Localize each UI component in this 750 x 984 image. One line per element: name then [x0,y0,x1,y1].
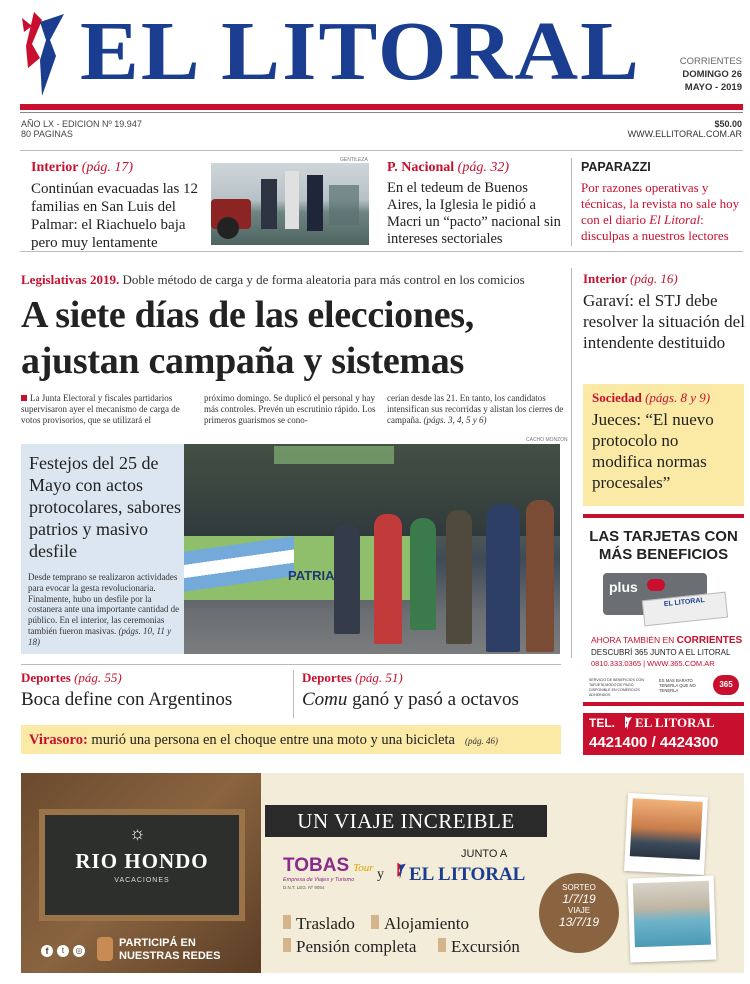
festejos-body [28,572,180,648]
card-ad-title-2: MÁS BENEFICIOS [598,546,729,563]
participa-line-1: PARTICIPÁ EN [119,937,196,949]
edition-number: AÑO LX - EDICION Nº 19.947 [21,119,142,129]
junto-a-label: JUNTO A [461,848,508,860]
teaser-nacional-section: P. Nacional [387,160,455,175]
virasoro-bar[interactable] [21,725,561,754]
sidebar-sociedad-page: (págs. 8 y 9) [645,390,711,405]
teaser-paparazzi[interactable] [581,160,743,244]
virasoro-kicker: Virasoro: [29,732,88,748]
y-label: y [377,867,384,882]
tobas-logo [283,855,383,890]
edition-pages: 80 PAGINAS [21,129,73,139]
teaser-paparazzi-text-a: Por razones operativas y técnicas, la revista no sale hoy con el diario [581,180,740,227]
card-ad-line-2: DESCUBRÍ 365 JUNTO A EL LITORAL [591,648,731,657]
sidebar-divider [571,268,572,658]
website-link[interactable]: WWW.ELLITORAL.COM.AR [627,129,742,139]
masthead-day: DOMINGO 26 [682,69,742,80]
lead-headline-line-2: ajustan campaña y sistemas [21,340,464,382]
deportes-comu-page: (pág. 51) [355,670,403,685]
deportes-boca-section: Deportes [21,670,71,685]
facebook-icon[interactable]: f [41,945,53,957]
sidebar-sociedad-text: Jueces: “El nuevo protocolo no modifica normas procesales” [592,410,714,492]
tel-ad-brand: EL LITORAL [635,715,715,730]
polaroid-bridge [624,793,708,875]
litoral-bird-icon [395,861,407,881]
tobas-tour: Tour [353,862,374,874]
card-ad-phone: 0810.333.0365 | WWW.365.COM.AR [591,659,715,668]
twitter-icon[interactable]: t [57,945,69,957]
sidebar-interior-text: Garaví: el STJ debe resolver la situación del intendente destituido [583,291,745,352]
parade-banner-text: PATRIA [288,568,335,583]
lead-headline-line-1: A siete días de las elecciones, [21,294,474,336]
rio-hondo-vacaciones: VACACIONES [114,877,170,884]
festejos-pages: (págs. 10, 11 y 18) [28,625,172,647]
polaroid-pool [628,876,717,963]
item-alojamiento [371,914,469,934]
masthead-city: CORRIENTES [679,56,742,67]
card-ad-fine-1: SERVICIO DE BENEFICIOS CON TARJETA MODO DE PAGO DISPONIBLE EN COMERCIOS ADHERIDOS [589,678,644,697]
card-365-badge-icon [647,579,665,591]
participa-line-2: NUESTRAS REDES [119,950,221,962]
tobas-name: TOBAS [283,855,350,876]
teaser-nacional-page: (pág. 32) [457,160,509,175]
instagram-icon[interactable]: ◎ [73,945,85,957]
card-ad-fine-2: ES MÁS BARATO TENERLA QUE NO TENERLA [659,678,696,694]
festejos-body-text: Desde temprano se realizaron actividades para evocar la gesta revolucionaria. Finalmente, hubo un desfile por la costanera ante una importante cantidad de público. En el interior, las ceremonias también fueron masivas. [28,572,180,636]
lead-kicker-text: Doble método de carga y de forma aleatoria para más control en los comicios [122,272,525,287]
masthead-thin-rule [20,112,743,113]
sun-icon: ☼ [129,823,146,843]
card-ad-line-1 [591,635,742,646]
item-excursion-text: Excursión [451,937,520,956]
card-ad-line-1-text: AHORA TAMBIÉN EN [591,635,677,645]
bottom-ad[interactable] [21,773,744,973]
virasoro-text: murió una persona en el choque entre una moto y una bicicleta [87,732,455,748]
item-alojamiento-text: Alojamiento [384,914,469,933]
sidebar-sociedad[interactable] [583,384,744,506]
deportes-comu-section: Deportes [302,670,352,685]
lead-kicker-label: Legislativas 2019. [21,272,120,287]
lead-col-2: próximo domingo. Se duplicó el personal y hay más controles. Prevén un escrutinio rápido. Los primeros guarismos se cono- [204,393,376,425]
viaje-banner: UN VIAJE INCREIBLE [265,805,547,837]
sidebar-interior-section: Interior [583,271,627,286]
parade-photo-credit: CACHO MONZON [526,437,568,443]
masthead-date: MAYO - 2019 [684,82,742,93]
lead-kicker [21,272,571,288]
plus-card-label: plus [609,579,638,595]
masthead-red-rule [20,104,743,110]
teaser-interior-text: Continúan evacuadas las 12 familias en San Luis del Palmar: el Riachuelo baja pero muy lentamente [31,181,199,251]
flood-photo-credit: GENTILEZA [340,157,368,163]
rio-hondo-title: RIO HONDO [75,849,209,873]
card-ad[interactable] [583,514,744,706]
sorteo-date: 1/7/19 [562,892,596,906]
item-pension [283,937,416,957]
item-traslado [283,914,355,934]
sidebar-interior-page: (pág. 16) [630,271,678,286]
virasoro-page: (pág. 46) [465,736,498,746]
divider-paparazzi [571,158,572,246]
parade-photo [184,444,560,654]
teaser-interior-section: Interior [31,160,79,175]
tobas-legal: D.N.T. LEG. Nº 9054 [283,885,325,890]
teaser-paparazzi-text-b: : disculpas a nuestros lectores [581,212,729,243]
bird-logo-icon [20,10,72,98]
deportes-boca-page: (pág. 55) [74,670,122,685]
sorteo-label: SORTEO [562,883,596,892]
lead-col-1 [21,393,193,426]
lead-col-1-text: La Junta Electoral y fiscales partidarios supervisaron ayer el mecanismo de carga de votos provisorios, que se utilizará el [21,393,180,425]
item-excursion [438,937,520,957]
teaser-paparazzi-section: PAPARAZZI [581,160,651,174]
teaser-nacional[interactable] [387,160,565,248]
item-traslado-text: Traslado [296,914,355,933]
card-ad-line-1-city: CORRIENTES [676,635,743,646]
tel-ad-label: TEL. [589,716,615,730]
lead-headline[interactable] [21,292,571,384]
teaser-interior-page: (pág. 17) [81,160,134,175]
festejos-headline: Festejos del 25 de Mayo con actos protocolares, sabores patrios y masivo desfile [29,453,181,561]
masthead-title: EL LITORAL [80,5,642,98]
tobas-sub: Empresa de Viajes y Turismo [283,877,355,883]
deportes-top-rule [21,664,561,665]
deportes-comu-text-em: Comu [302,689,348,710]
red-square-icon [21,395,27,401]
sidebar-interior[interactable] [583,271,745,353]
newspaper-thumb-brand: EL LITORAL [663,596,706,609]
viaje-label: VIAJE [567,906,591,915]
viaje-date: 13/7/19 [558,915,600,929]
deportes-divider [293,670,294,718]
card-ad-365-logo: 365 [713,675,739,695]
price: $50.00 [714,119,742,129]
teaser-paparazzi-text-em: El Litoral [649,212,701,227]
item-pension-text: Pensión completa [296,937,417,956]
participa-hand-icon [97,937,113,961]
lead-col-3-pages: (págs. 3, 4, 5 y 6) [423,415,487,425]
masthead [0,0,750,118]
tel-ad-numbers: 4421400 / 4424300 [589,734,719,751]
teaser-nacional-text: En el tedeum de Buenos Aires, la Iglesia le pidió a Macri un “pacto” nacional sin intereses sectoriales [387,180,561,247]
flood-photo [211,163,369,245]
teaser-interior[interactable] [31,160,209,252]
edition-info [21,119,142,139]
deportes-comu-text: ganó y pasó a octavos [347,689,519,710]
litoral-brand: EL LITORAL [409,864,526,885]
tel-ad[interactable] [583,713,744,755]
lead-col-3-text: cerían desde las 21. En tanto, los candidatos intensifican sus recorridas y alistan los cierres de campaña. [387,393,564,425]
deportes-comu[interactable] [302,670,562,712]
price-info [628,119,742,139]
card-ad-title-1: LAS TARJETAS CON [589,528,738,545]
sidebar-sociedad-section: Sociedad [592,390,642,405]
sorteo-badge [539,873,619,953]
tel-ad-bird-icon [623,716,633,730]
deportes-boca-text: Boca define con Argentinos [21,689,233,710]
lead-col-3 [387,393,565,426]
deportes-boca[interactable] [21,670,291,712]
